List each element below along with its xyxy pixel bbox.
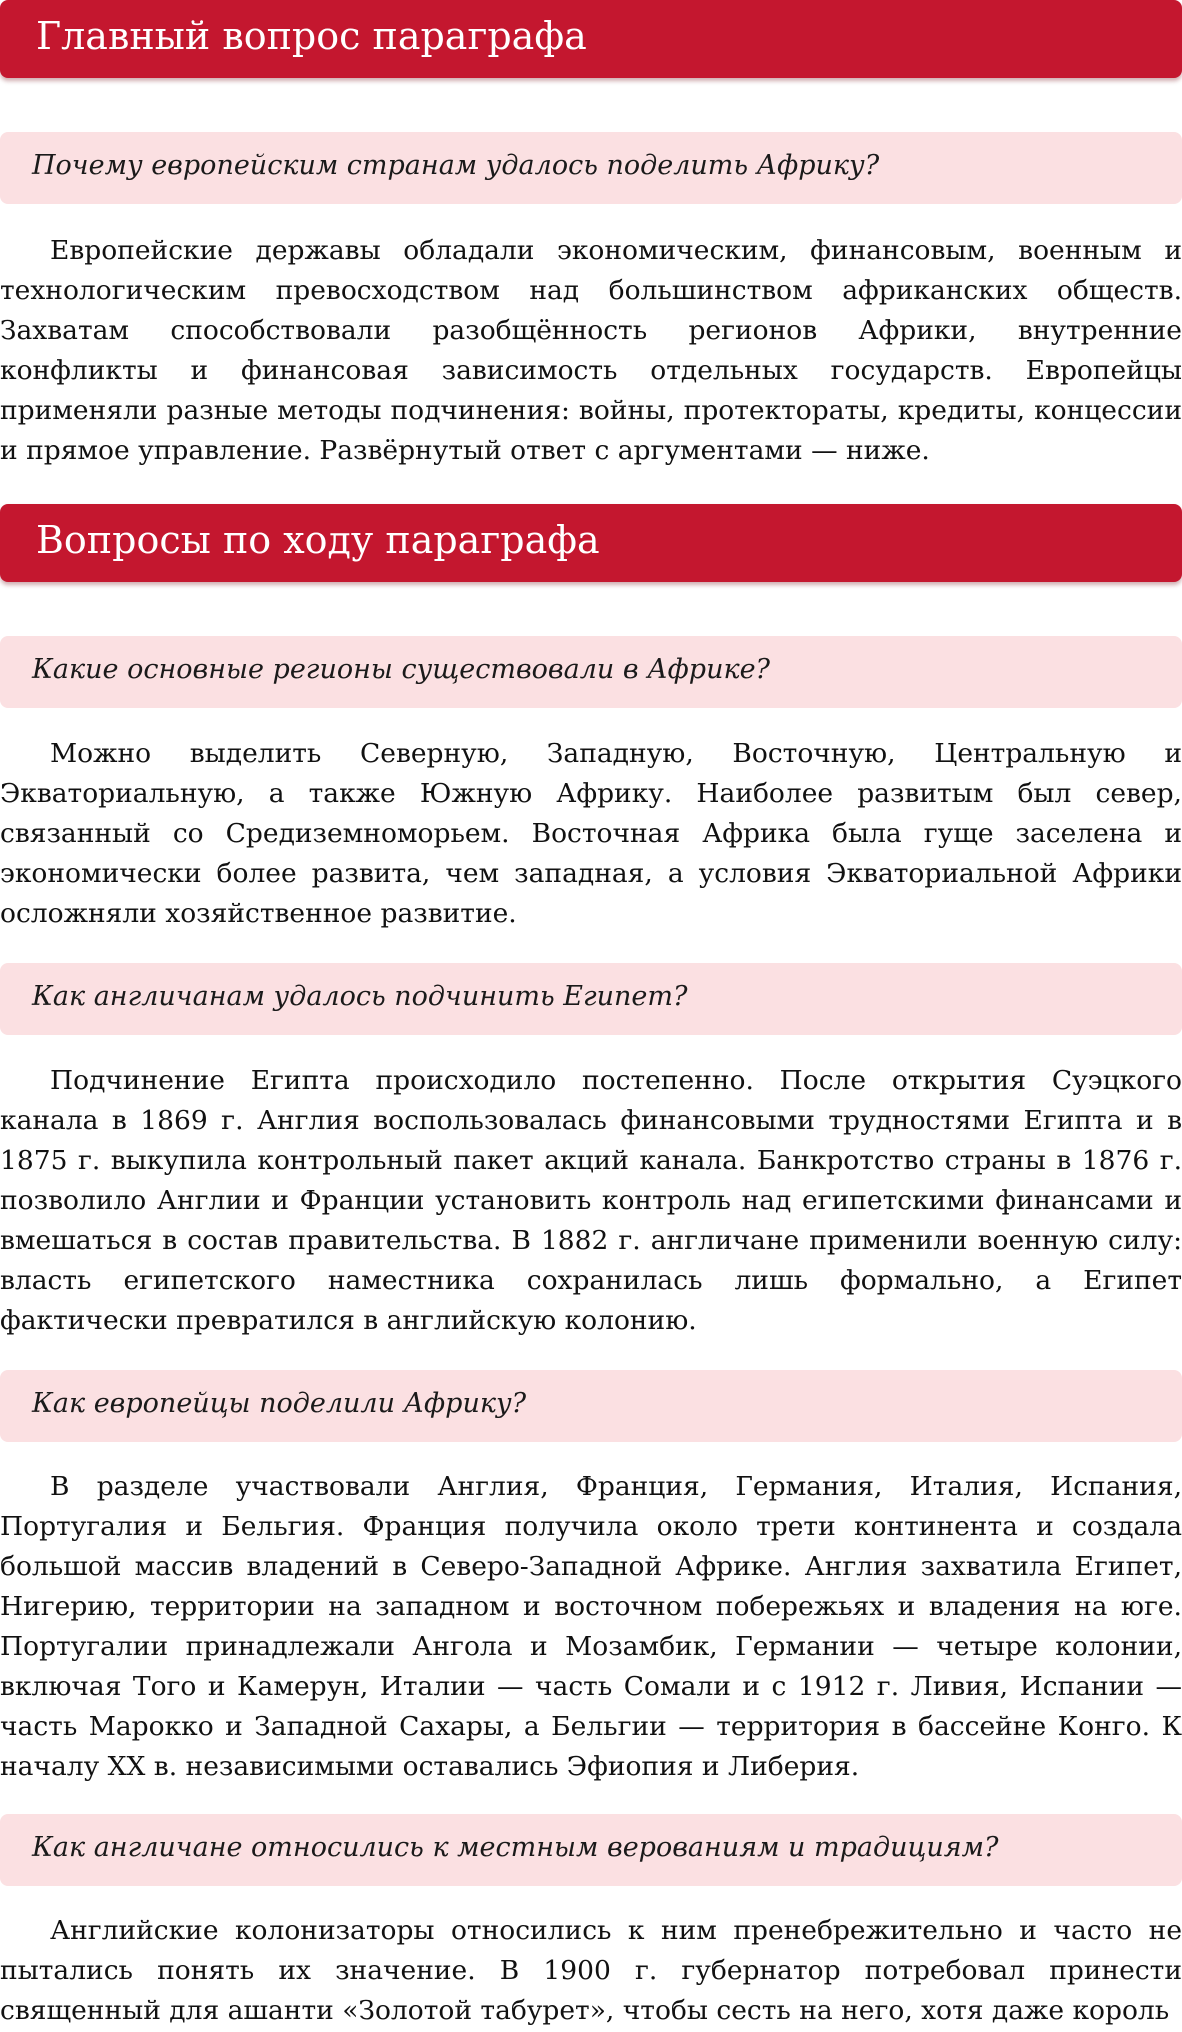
- progress-questions-header-title: Вопросы по ходу параграфа: [36, 518, 600, 562]
- answer-text: Английские колонизаторы относились к ним пренебрежительно и часто не пытались понять их значение. В 1900 г. губернатор потребовал принести священный для ашанти «Золотой табурет», чтобы сесть на него, хотя даже король: [0, 1915, 1182, 2026]
- main-question-header: [0, 0, 1182, 78]
- question-text: Как англичане относились к местным верованиям и традициям?: [32, 1832, 999, 1863]
- question-box: [0, 1814, 1182, 1886]
- answer-text: Можно выделить Северную, Западную, Восточную, Центральную и Экваториальную, а также Южную Африку. Наиболее развитым был север, связанный со Средиземноморьем. Восточная Африка была гуще заселена и экономически более развита, чем западная, а условия Экваториальной Африки осложняли хозяйственное развитие.: [0, 738, 1182, 929]
- answer-text: В разделе участвовали Англия, Франция, Германия, Италия, Испания, Португалия и Бельгия. Франция получила около трети континента и создала большой массив владений в Северо-Западной Африке. Англия захватила Египет, Нигерию, территории на западном и восточном побережьях и владения на юге. Португалии принадлежали Ангола и Мозамбик, Германии — четыре колонии, включая Того и Камерун, Италии — часть Сомали и с 1912 г. Ливия, Испании — часть Марокко и Западной Сахары, а Бельгии — территория в бассейне Конго. К началу XX в. независимыми оставались Эфиопия и Либерия.: [0, 1471, 1182, 1782]
- question-text: Как европейцы поделили Африку?: [32, 1388, 527, 1419]
- question-text: Как англичанам удалось подчинить Египет?: [32, 981, 688, 1012]
- question-box: [0, 636, 1182, 708]
- question-text: Почему европейским странам удалось поделить Африку?: [32, 150, 880, 181]
- question-text: Какие основные регионы существовали в Африке?: [32, 654, 771, 685]
- answer-text: Подчинение Египта происходило постепенно. После открытия Суэцкого канала в 1869 г. Англия воспользовалась финансовыми трудностями Египта и в 1875 г. выкупила контрольный пакет акций канала. Банкротство страны в 1876 г. позволило Англии и Франции установить контроль над египетскими финансами и вмешаться в состав правительства. В 1882 г. англичане применили военную силу: власть египетского наместника сохранилась лишь формально, а Египет фактически превратился в английскую колонию.: [0, 1065, 1182, 1336]
- question-box: [0, 1370, 1182, 1442]
- question-box: [0, 132, 1182, 204]
- progress-questions-header: [0, 504, 1182, 582]
- question-box: [0, 963, 1182, 1035]
- answer-text: Европейские державы обладали экономическим, финансовым, военным и технологическим превосходством над большинством африканских обществ. Захватам способствовали разобщённость регионов Африки, внутренние конфликты и финансовая зависимость отдельных государств. Европейцы применяли разные методы подчинения: войны, протектораты, кредиты, концессии и прямое управление. Развёрнутый ответ с аргументами — ниже.: [0, 235, 1182, 466]
- main-question-header-title: Главный вопрос параграфа: [36, 14, 587, 58]
